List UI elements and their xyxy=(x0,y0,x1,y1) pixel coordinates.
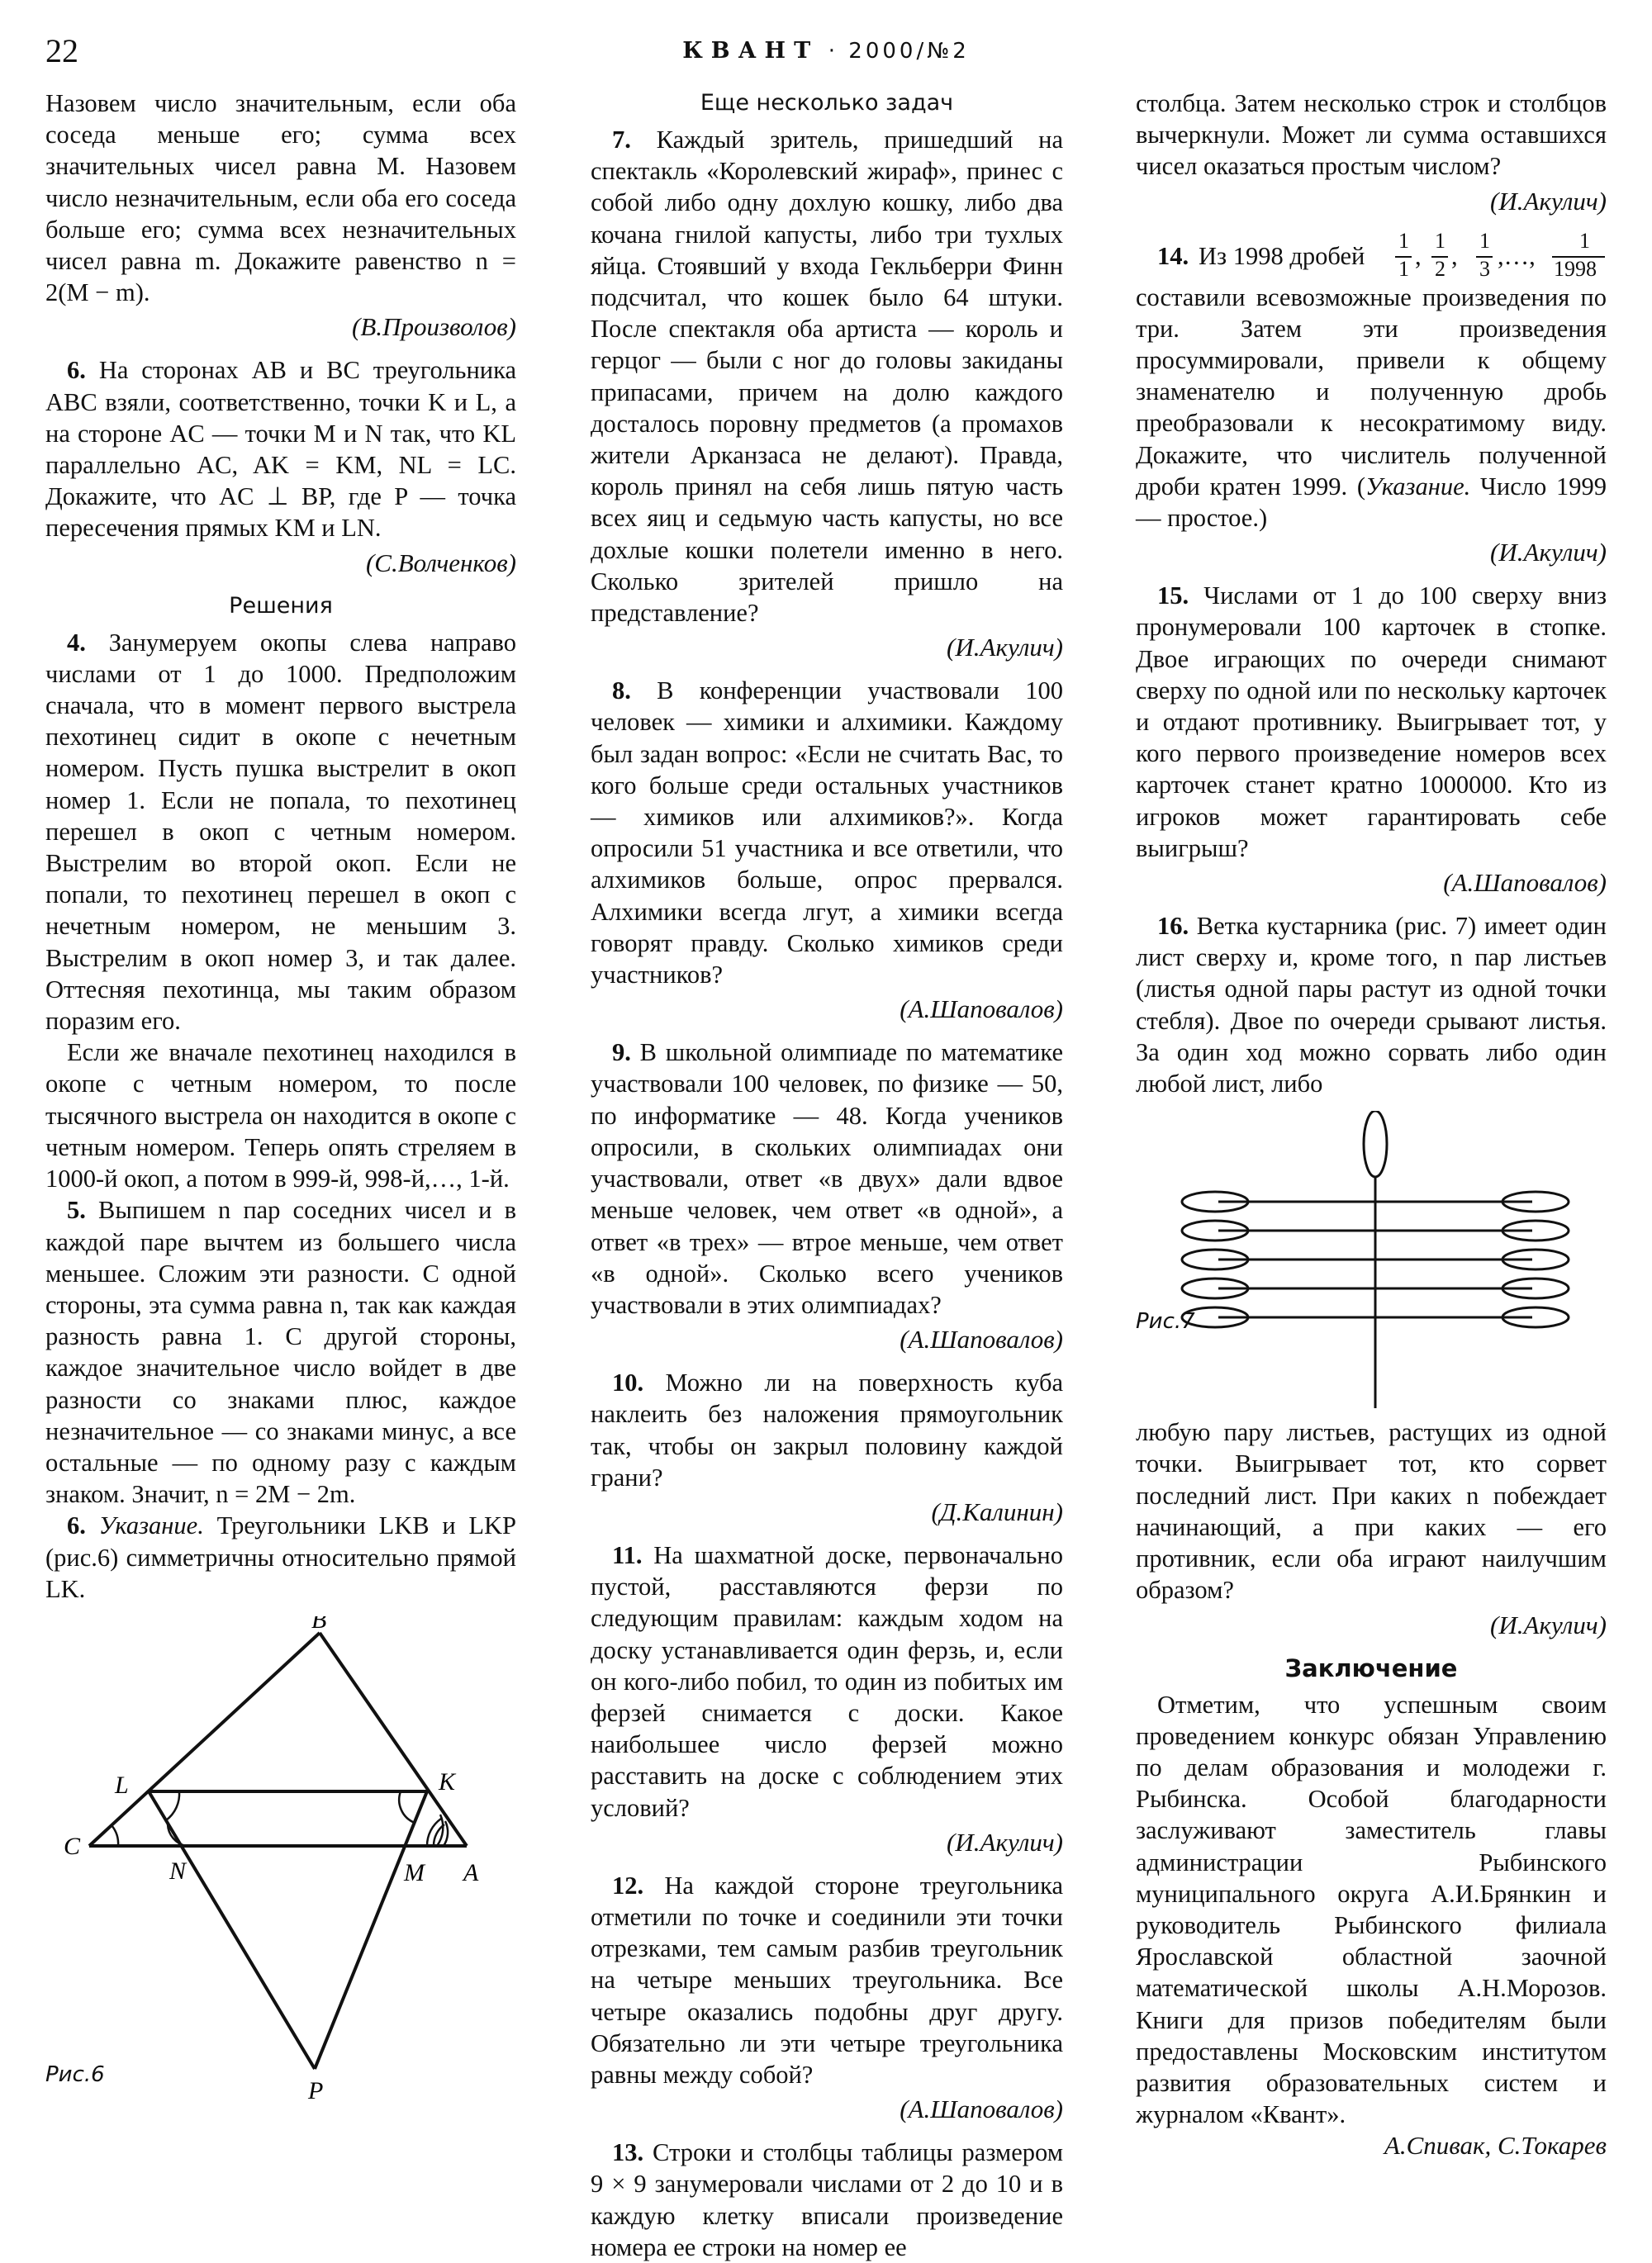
top-leaf xyxy=(1364,1111,1387,1177)
problem-15 xyxy=(1136,580,1607,864)
problem-14-hint: Число 1999 — простое.) xyxy=(1136,472,1607,533)
page-header xyxy=(45,31,1607,81)
problem-6-text: На сторонах AB и BC треугольника ABC взяли, соответственно, точки K и L, а на стороне AC — точки M и N так, что KL параллельно AC, AK = KM, NL = LC. Докажите, что AC ⊥ BP, где P — точка пересечения прямых KM и LN. xyxy=(45,356,516,543)
solution-5-number: 5. xyxy=(67,1196,86,1225)
problem-14-lead: Из 1998 дробей xyxy=(1199,241,1365,270)
problem-6-number: 6. xyxy=(67,356,86,385)
column-2 xyxy=(591,88,1063,2263)
author-problem-6: (С.Волченков) xyxy=(365,548,516,577)
solution-6-text: Треугольники LKB и LKP (рис.6) симметричны относительно прямой LK. xyxy=(45,1511,517,1603)
author-problem-16: (И.Акулич) xyxy=(1490,1610,1607,1639)
solutions-heading: Решения xyxy=(229,592,333,619)
segment-LP xyxy=(149,1791,315,2069)
label-B: B xyxy=(311,1615,327,1634)
solution-4-number: 4. xyxy=(67,628,86,657)
fraction-2-den: 2 xyxy=(1435,256,1446,281)
problem-14-fraction-line xyxy=(1136,229,1607,282)
conclusion-text: Отметим, что успешным своим проведением конкурс обязан Управлению по делам образования и молодежи г. Рыбинска. Особой благодарности заслуживают заместитель главы администрации Рыбинского муниципального округа А.И.Брянкин и руководитель Рыбинского филиала Ярославской областной заочной математической школы А.Н.Морозов. Книги для призов победителям были предоставлены Московским институтом развития образовательных систем и журналом «Квант». xyxy=(1136,1690,1607,2129)
solution-5-text: Выпишем n пар соседних чисел и в каждой паре вычтем из большего числа меньшее. Сложим эти разности. С одной стороны, эта сумма равна n, так как каждая разность равна 1. С другой стороны, каждое значительное число войдет в две разности со знаками плюс, каждое незначительное — со знаками минус, а все остальные — по одному разу с каждым знаком. Значит, n = 2M − 2m. xyxy=(45,1196,516,1509)
angle-mark-K xyxy=(399,1791,415,1823)
problem-8-text: В конференции участвовали 100 человек — химики и алхимики. Каждому был задан вопрос: «Если не считать Вас, то кого больше среди остальных участников — химиков или алхимиков?». Когда опросили 51 участника и все ответили, что алхимиков больше, опрос прервался. Алхимики всегда лгут, а химики всегда говорят правду. Сколько химиков среди участников? xyxy=(591,676,1064,989)
solution-6-hint-label: Указание. xyxy=(98,1511,204,1540)
angle-mark-L xyxy=(166,1791,179,1820)
problem-11-number: 11. xyxy=(612,1540,643,1569)
label-P: P xyxy=(308,2076,324,2104)
segment-BA xyxy=(320,1633,467,1846)
problem-5-end: Назовем число значительным, если оба соседа меньше его; сумма всех значительных чисел равна M. Назовем число незначительным, если оба его соседа больше его; сумма всех незначительных чисел равна m. Докажите равенство n = 2(M − m). xyxy=(45,89,516,307)
problem-16b: любую пару листьев, растущих из одной точки. Выигрывает тот, кто сорвет последний лист. При каких n побеждает начинающий, а при каких — его противник, если оба играют наилучшим образом? xyxy=(1136,1418,1607,1605)
fraction-1-num: 1 xyxy=(1398,228,1409,253)
column-1 xyxy=(45,88,516,2104)
conclusion-heading: Заключение xyxy=(1284,1653,1458,1682)
page-number: 22 xyxy=(45,32,78,69)
label-N: N xyxy=(169,1857,187,1885)
problem-15-text: Числами от 1 до 100 сверху вниз пронумеровали 100 карточек в стопке. Двое играющих по очереди снимают сверху по одной или по нескольку карточек и отдают противнику. Выигрывает тот, у кого первого произведение номеров всех карточек станет кратно 1000000. Кто из игроков может гарантировать себе выигрыш? xyxy=(1136,581,1607,862)
problem-13-number: 13. xyxy=(612,2138,644,2167)
label-K: K xyxy=(439,1767,456,1796)
problem-13 xyxy=(591,2137,1063,2263)
author-problem-14: (И.Акулич) xyxy=(1490,538,1607,567)
problem-7-text: Каждый зритель, пришедший на спектакль «Королевский жираф», принес с собой либо одну дохлую кошку, либо два кочана гнилой капусты, либо три тухлых яйца. Стоявший у входа Гекльберри Финн подсчитал, что кошек было 64 штуки. После спектакля оба артиста — король и герцог — были с ног до головы закиданы припасами, причем на долю каждого досталось поровну предметов (а промахов жители Арканзаса не делают). Правда, король принял на себя лишь пятую часть всех яиц и седьмую часть капусты, но все дохлые кошки полетели именно в него. Сколько зрителей пришло на представление? xyxy=(591,126,1064,628)
problem-15-number: 15. xyxy=(1157,581,1189,610)
figure-6 xyxy=(45,1616,516,2104)
label-C: C xyxy=(64,1832,81,1860)
figure-6-caption: Рис.6 xyxy=(45,2061,105,2087)
more-problems-heading: Еще несколько задач xyxy=(700,90,954,116)
running-head xyxy=(45,38,1607,64)
label-A: A xyxy=(463,1858,479,1886)
problem-16a xyxy=(1136,910,1607,1099)
problem-13-continued: столбца. Затем несколько строк и столбцов вычеркнули. Может ли сумма оставшихся чисел оказаться простым числом? xyxy=(1136,89,1607,181)
fraction-3-num: 1 xyxy=(1479,228,1490,253)
figure-7-drawing xyxy=(1136,1111,1607,1416)
problem-11-text: На шахматной доске, первоначально пустой, расставляются ферзи по следующим правилам: каждым ходом на доску устанавливается один ферзь, и, если он кого-либо побил, то один из побитых им ферзей снимается с доски. Какое наибольшее число ферзей можно расставить на доске с соблюдением этих условий? xyxy=(591,1540,1063,1822)
problem-14-text: составили всевозможные произведения по три. Затем эти произведения просуммировали, привели к общему знаменателю и полученную дробь преобразовали к несократимому виду. Докажите, что числитель полученной дроби кратен 1999. xyxy=(1136,282,1607,501)
fraction-4-den: 1998 xyxy=(1554,256,1597,281)
author-problem-12: (А.Шаповалов) xyxy=(900,2095,1063,2124)
solution-4b: Если же вначале пехотинец находился в окопе с четным номером, то после тысячного выстрела он находится в окопе с четным номером. Теперь опять стреляем в 1000-й окоп, а потом в 999-й, 998-й,…, 1-й. xyxy=(45,1038,516,1193)
issue-number: · 2000/№2 xyxy=(828,39,970,64)
problem-10-text: Можно ли на поверхность куба наклеить без наложения прямоугольник так, чтобы он закрыл половину каждой грани? xyxy=(591,1369,1063,1492)
figure-7 xyxy=(1136,1111,1607,1416)
fraction-2-num: 1 xyxy=(1435,228,1446,253)
solution-4a xyxy=(45,627,516,1037)
author-problem-10: (Д.Калинин) xyxy=(931,1497,1063,1526)
fraction-3-den: 3 xyxy=(1479,256,1490,281)
problem-16a-text: Ветка кустарника (рис. 7) имеет один лист сверху и, кроме того, n пар листьев (листья одной пары растут из одной точки стебля). Двое по очереди срывают листья. За один ход можно сорвать либо один любой лист, либо xyxy=(1136,912,1607,1098)
journal-title: КВАНТ xyxy=(682,38,819,64)
author-problem-8: (А.Шаповалов) xyxy=(900,994,1063,1024)
problem-7 xyxy=(591,124,1063,629)
column-3 xyxy=(1136,88,1607,2173)
fraction-sep-1: , xyxy=(1415,241,1422,270)
problem-14-hint-label: Указание. xyxy=(1365,472,1471,501)
author-problem-9: (А.Шаповалов) xyxy=(900,1325,1063,1354)
author-problem-13: (И.Акулич) xyxy=(1490,186,1607,216)
segment-KP xyxy=(315,1791,427,2069)
solution-6 xyxy=(45,1510,516,1605)
label-L: L xyxy=(115,1771,129,1799)
fraction-1-den: 1 xyxy=(1398,256,1409,281)
fraction-sep-2: , xyxy=(1451,241,1458,270)
problem-14: составили всевозможные произведения по три. Затем эти произведения просуммировали, привели к общему знаменателю и полученную дробь преобразовали к несократимому виду. Докажите, что числитель полученной дроби кратен 1999. (Указание. Число 1999 — простое.) xyxy=(1136,282,1607,533)
problem-10-number: 10. xyxy=(612,1369,644,1397)
problem-7-number: 7. xyxy=(612,126,631,154)
figure-6-drawing xyxy=(45,1616,516,2104)
problem-8 xyxy=(591,675,1063,990)
fraction-dots: ,…, xyxy=(1498,241,1536,270)
problem-11 xyxy=(591,1540,1063,1824)
segment-CB xyxy=(89,1633,320,1846)
fraction-4-num: 1 xyxy=(1579,228,1590,253)
solution-4a-text: Занумеруем окопы слева направо числами от 1 до 1000. Предположим сначала, что в момент первого выстрела пехотинец сидит в окопе с нечетным номером. Пусть пушка выстрелит в окоп номер 1. Если не попала, то пехотинец перешел в окоп с четным номером. Выстрелим во второй окоп. Если не попали, то пехотинец перешел в окоп с нечетным номером, не меньшим 3. Выстрелим в окоп номер 3, и так далее. Оттесняя пехотинца, мы таким образом поразим его. xyxy=(45,628,516,1036)
problem-8-number: 8. xyxy=(612,676,631,705)
author-problem-7: (И.Акулич) xyxy=(947,633,1063,662)
problem-9 xyxy=(591,1037,1063,1321)
solution-5 xyxy=(45,1194,516,1510)
signature: А.Спивак, С.Токарев xyxy=(1384,2131,1607,2161)
problem-6 xyxy=(45,354,516,543)
solution-6-number: 6. xyxy=(67,1511,86,1540)
author-problem-15: (А.Шаповалов) xyxy=(1443,868,1607,898)
label-M: M xyxy=(404,1858,425,1886)
author-problem-5: (В.Произволов) xyxy=(352,312,516,342)
problem-9-number: 9. xyxy=(612,1038,631,1067)
problem-10 xyxy=(591,1367,1063,1493)
problem-12-number: 12. xyxy=(612,1871,644,1900)
problem-12 xyxy=(591,1870,1063,2090)
figure-7-caption: Рис.7 xyxy=(1136,1309,1195,1335)
author-problem-11: (И.Акулич) xyxy=(947,1827,1063,1857)
problem-9-text: В школьной олимпиаде по математике участвовали 100 человек, по физике — 50, по информатике — 48. Когда учеников опросили, в скольких олимпиадах они участвовали, ответ «в двух» дали вдвое меньше человек, чем ответ «в одной», а ответ «в трех» — втрое меньше, чем ответ «в одной». Сколько всего учеников участвовали в этих олимпиадах? xyxy=(591,1038,1064,1319)
problem-16-number: 16. xyxy=(1157,912,1189,941)
problem-14-number: 14. xyxy=(1157,241,1189,270)
angle-mark-C xyxy=(112,1825,118,1846)
problem-13-text: Строки и столбцы таблицы размером 9 × 9 занумеровали числами от 2 до 10 и в каждую клетку вписали произведение номера ее строки на номер ее xyxy=(591,2138,1063,2261)
problem-12-text: На каждой стороне треугольника отметили по точке и соединили эти точки отрезками, тем самым разбив треугольник на четыре меньших треугольника. Все четыре оказались подобны друг другу. Обязательно ли эти четыре треугольника равны между собой? xyxy=(591,1871,1063,2089)
